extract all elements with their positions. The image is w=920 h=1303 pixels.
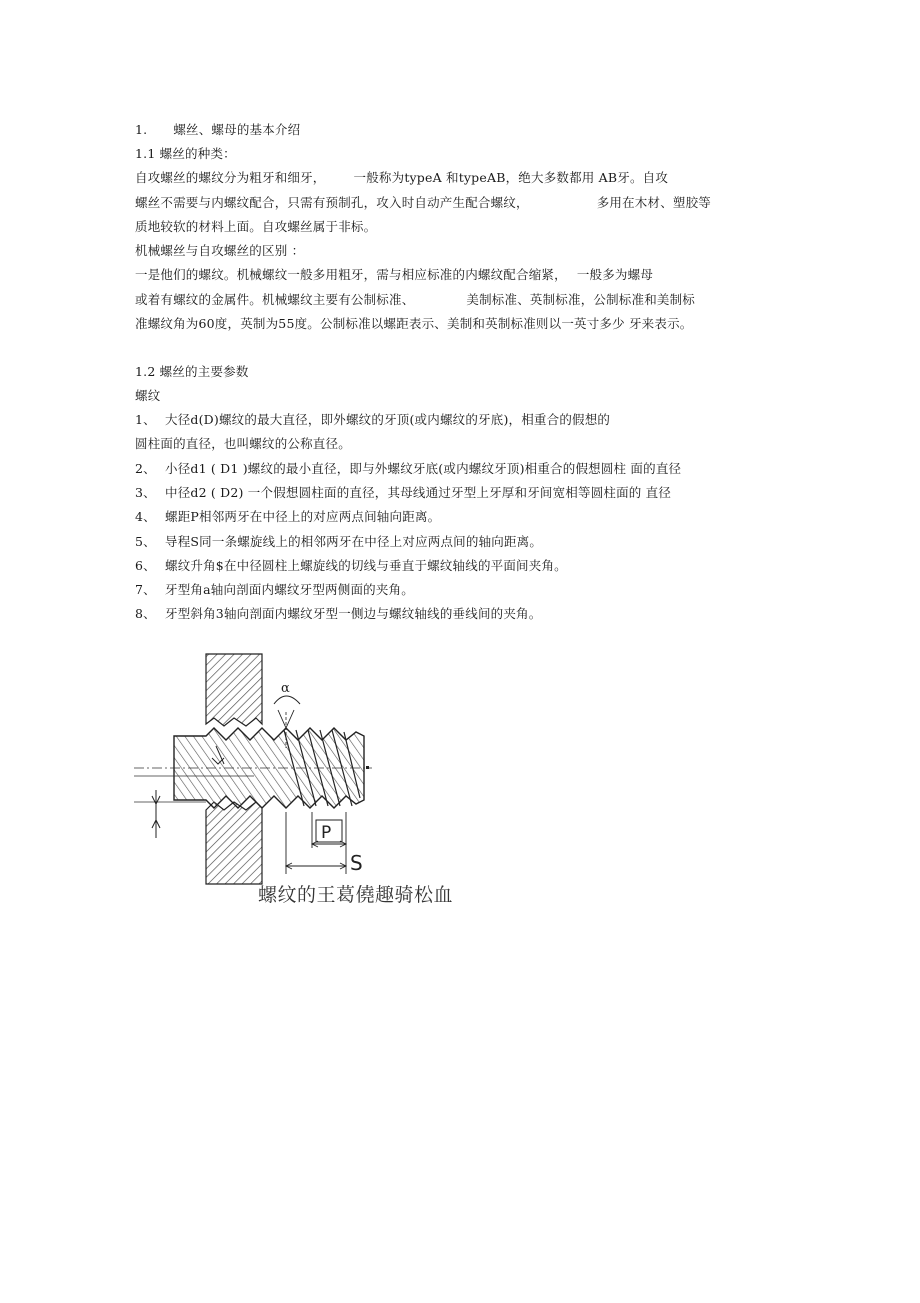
text-segment: 美制标准、英制标准，公制标准和美制标 bbox=[466, 292, 696, 307]
item-text: 牙型角a轴向剖面内螺纹牙型两侧面的夹角。 bbox=[165, 582, 414, 597]
section-1-1-title: 1.1 螺丝的种类： bbox=[135, 146, 236, 161]
text-segment: 一般多为螺母 bbox=[576, 267, 654, 282]
text-segment: 或着有螺纹的金属件。机械螺纹主要有公制标准、 bbox=[135, 292, 415, 307]
item-text: 螺距P相邻两牙在中径上的对应两点间轴向距离。 bbox=[165, 509, 441, 524]
item-number: 5、 bbox=[135, 534, 156, 549]
item-text: 牙型斜角3轴向剖面内螺纹牙型一侧边与螺纹轴线的垂线间的夹角。 bbox=[165, 606, 542, 621]
item-text: 圆柱面的直径，也叫螺纹的公称直径。 bbox=[135, 436, 351, 451]
text-segment: 一是他们的螺纹。机械螺纹一般多用粗牙，需与相应标准的内螺纹配合缩紧， bbox=[135, 267, 567, 282]
parameter-item bbox=[135, 484, 671, 502]
parameter-item bbox=[135, 533, 542, 551]
heading-number: 1. bbox=[135, 122, 148, 137]
item-number: 6、 bbox=[135, 558, 156, 573]
paragraph-line: 质地较软的材料上面。自攻螺丝属于非标。 bbox=[135, 219, 377, 234]
paragraph-line bbox=[135, 194, 711, 212]
lower-plate bbox=[206, 802, 262, 884]
alpha-label: α bbox=[281, 681, 290, 696]
section-1-2-title: 1.2 螺丝的主要参数 bbox=[135, 364, 249, 379]
parameter-item bbox=[135, 411, 610, 429]
parameter-item bbox=[135, 557, 567, 575]
section-1-2-subtitle: 螺纹 bbox=[135, 388, 161, 403]
paragraph-line bbox=[135, 169, 668, 187]
text-segment: 多用在木材、塑胶等 bbox=[596, 195, 712, 210]
item-number: 2、 bbox=[135, 461, 156, 476]
parameter-item bbox=[135, 435, 351, 453]
figure-caption: 螺纹的王葛僥趣骑松血 bbox=[258, 884, 454, 906]
upper-plate bbox=[206, 654, 262, 726]
text-segment: 螺丝不需要与内螺纹配合，只需有预制孔，攻入时自动产生配合螺纹， bbox=[135, 195, 529, 210]
item-text: 导程S同一条螺旋线上的相邻两牙在中径上对应两点间的轴向距离。 bbox=[165, 534, 543, 549]
pitch-label: P bbox=[321, 823, 332, 843]
item-number: 1、 bbox=[135, 412, 156, 427]
item-number: 8、 bbox=[135, 606, 156, 621]
text-segment: 自攻螺丝的螺纹分为粗牙和细牙， bbox=[135, 170, 326, 185]
parameter-item bbox=[135, 581, 414, 599]
thread-diagram bbox=[134, 652, 374, 887]
paragraph-line: 准螺纹角为60度，英制为55度。公制标准以螺距表示、美制和英制标准则以一英寸多少 牙来表示。 bbox=[135, 316, 693, 331]
item-text: 中径d2 ( D2) 一个假想圆柱面的直径，其母线通过牙型上牙厚和牙间宽相等圆柱面的 直径 bbox=[165, 485, 672, 500]
parameter-item bbox=[135, 508, 440, 526]
paragraph-line bbox=[135, 266, 653, 284]
diameter-dimension bbox=[152, 790, 160, 838]
thread-diagram-svg bbox=[134, 652, 374, 887]
item-number: 4、 bbox=[135, 509, 156, 524]
heading-line bbox=[135, 121, 300, 139]
lead-label: S bbox=[350, 851, 363, 875]
item-number: 3、 bbox=[135, 485, 156, 500]
tick-mark bbox=[366, 766, 369, 769]
text-segment: 一般称为typeA 和typeAB，绝大多数都用 AB牙。自攻 bbox=[353, 170, 669, 185]
paragraph-line bbox=[135, 291, 695, 309]
item-text: 小径d1 ( D1 )螺纹的最小直径，即与外螺纹牙底(或内螺纹牙顶)相重合的假想圆柱 面的直径 bbox=[165, 461, 682, 476]
parameter-item bbox=[135, 460, 681, 478]
heading-title: 螺丝、螺母的基本介绍 bbox=[173, 122, 301, 137]
item-text: 大径d(D)螺纹的最大直径，即外螺纹的牙顶(或内螺纹的牙底)，相重合的假想的 bbox=[165, 412, 611, 427]
item-number: 7、 bbox=[135, 582, 156, 597]
pitch-dimension bbox=[312, 812, 346, 848]
paragraph-line: 机械螺丝与自攻螺丝的区别 ： bbox=[135, 243, 305, 258]
parameter-item bbox=[135, 605, 541, 623]
item-text: 螺纹升角$在中径圆柱上螺旋线的切线与垂直于螺纹轴线的平面间夹角。 bbox=[165, 558, 567, 573]
